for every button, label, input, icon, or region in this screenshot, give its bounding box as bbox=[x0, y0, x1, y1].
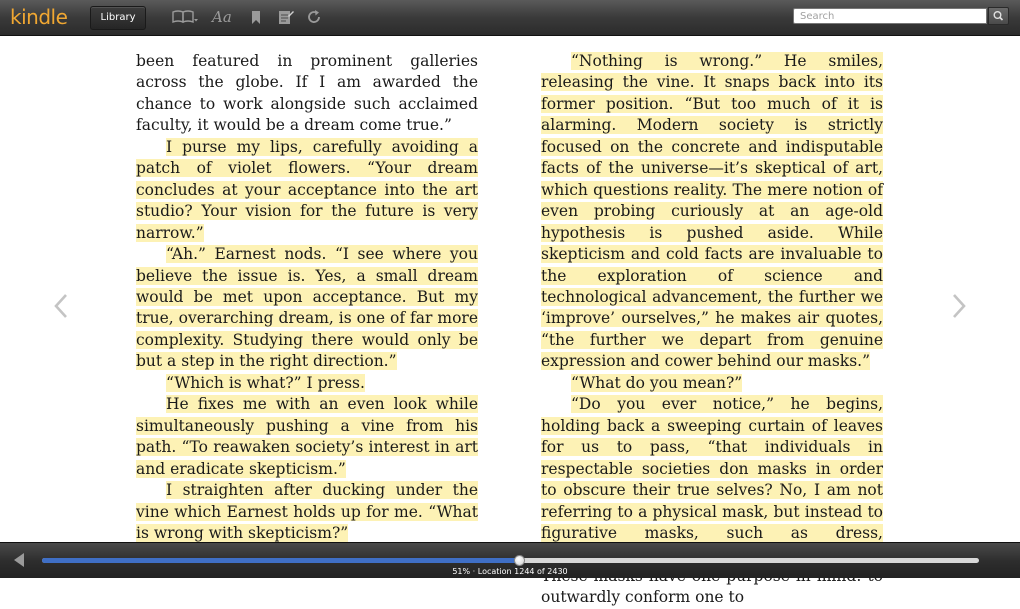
text-segment: outwardly conform one to bbox=[541, 588, 745, 607]
top-toolbar bbox=[0, 0, 1020, 36]
location-label: 51% · Location 1244 of 2430 bbox=[452, 567, 568, 576]
highlighted-text: He fixes me with an even look while simultaneously pushing a vine from his path. “To reawaken society’s interest in art and eradicate skepticism.” bbox=[136, 395, 478, 478]
library-button[interactable]: Library bbox=[90, 6, 146, 30]
book-paragraph bbox=[136, 137, 478, 244]
highlighted-text: “Nothing is wrong.” He smiles, releasing the vine. It snaps back into its former position. “But too much of it is alarming. Modern society is strictly focused on the concrete and indisputable facts of the universe—it’s skeptical of art, which questions reality. The mere notion of even probing curiously at an age-old hypothesis is pushed aside. While skepticism and cold facts are invaluable to the exploration of science and technological advancement, the further we ‘improve’ ourselves,” he makes air quotes, “the further we depart from genuine expression and cower behind our masks.” bbox=[541, 52, 883, 371]
chevron-left-icon bbox=[52, 292, 70, 320]
highlighted-text: “Do you ever notice,” he begins, holding back a sweeping curtain of leaves for us to pass, “that individuals in respectable societies don masks in order to obscure their true selves? No, I am not referring to a physical mask, but instead to figurative masks, such as dress, bbox=[541, 395, 883, 563]
back-arrow-icon bbox=[12, 552, 26, 568]
book-paragraph bbox=[136, 394, 478, 480]
search-button[interactable] bbox=[988, 7, 1009, 25]
back-button[interactable] bbox=[12, 552, 26, 568]
book-paragraph bbox=[541, 373, 883, 394]
text-segment: been featured in prominent galleries across the globe. If I am awarded the chance to work alongside such acclaimed faculty, it would be a dream come true.” bbox=[136, 52, 478, 135]
book-paragraph bbox=[136, 51, 478, 137]
sync-icon[interactable] bbox=[305, 7, 323, 27]
chevron-right-icon bbox=[950, 292, 968, 320]
book-paragraph bbox=[136, 373, 478, 394]
book-paragraph bbox=[136, 480, 478, 544]
highlighted-text: “What do you mean?” bbox=[571, 373, 743, 392]
book-paragraph bbox=[541, 51, 883, 373]
notes-icon[interactable] bbox=[277, 7, 295, 27]
search-icon bbox=[989, 8, 1008, 24]
book-paragraph bbox=[136, 244, 478, 373]
highlighted-text: “Which is what?” I press. bbox=[166, 373, 365, 392]
progress-slider[interactable] bbox=[42, 558, 979, 563]
highlighted-text: I purse my lips, carefully avoiding a patch of violet flowers. “Your dream concludes at your acceptance into the art studio? Your vision for the future is very narrow.” bbox=[136, 137, 478, 242]
bottom-toolbar bbox=[0, 542, 1020, 578]
kindle-logo: kindle bbox=[10, 5, 68, 29]
view-book-icon[interactable] bbox=[171, 7, 199, 27]
highlighted-text: “Ah.” Earnest nods. “I see where you believe the issue is. Yes, a small dream would be met upon acceptance. But my true, overarching dream, is one of far more complexity. Studying there would only be but a step in the right direction.” bbox=[136, 245, 478, 371]
search-input[interactable] bbox=[793, 8, 987, 24]
page-left-column bbox=[136, 51, 478, 544]
font-size-icon[interactable]: Aa bbox=[212, 8, 232, 26]
previous-page-button[interactable] bbox=[52, 292, 70, 320]
progress-fill bbox=[42, 558, 520, 563]
next-page-button[interactable] bbox=[950, 292, 968, 320]
page-right-column bbox=[541, 51, 883, 609]
progress-slider-handle[interactable] bbox=[514, 555, 525, 566]
bookmark-icon[interactable] bbox=[250, 7, 262, 27]
highlighted-text: I straighten after ducking under the vine which Earnest holds up for me. “What is wrong with skepticism?” bbox=[136, 481, 478, 542]
